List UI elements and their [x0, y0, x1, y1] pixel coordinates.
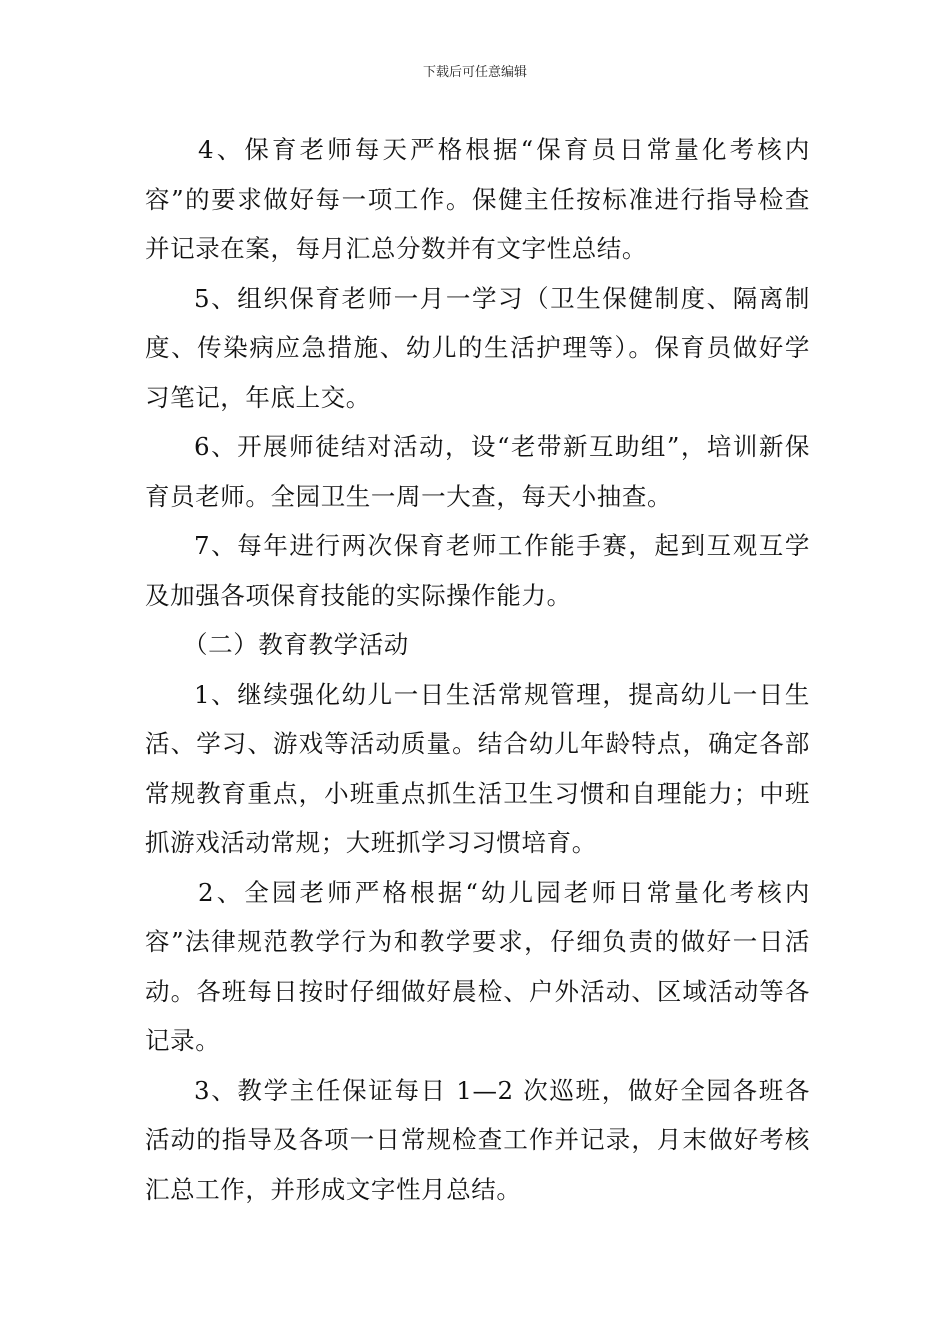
section-paragraph-3: 3、教学主任保证每日 1—2 次巡班，做好全园各班各活动的指导及各项一日常规检查工作并记录，月末做好考核汇总工作，并形成文字性月总结。: [145, 1075, 810, 1204]
document-body: [145, 125, 810, 1214]
header-note: 下载后可任意编辑: [422, 65, 527, 80]
section-paragraph-1: 1、继续强化幼儿一日生活常规管理，提高幼儿一日生活、学习、游戏等活动质量。结合幼儿年龄特点，确定各部常规教育重点，小班重点抓生活卫生习惯和自理能力；中班抓游戏活动常规；大班抓学习习惯培育。: [145, 679, 810, 857]
section-paragraph-2: 2、全园老师严格根据“幼儿园老师日常量化考核内容”法律规范教学行为和教学要求，仔细负责的做好一日活动。各班每日按时仔细做好晨检、户外活动、区域活动等各记录。: [145, 877, 810, 1055]
section-heading: （二）教育教学活动: [183, 630, 409, 659]
paragraph-item-6: 6、开展师徒结对活动，设“老带新互助组”，培训新保育员老师。全园卫生一周一大查，每天小抽查。: [145, 432, 810, 511]
paragraph-item-4: 4、保育老师每天严格根据“保育员日常量化考核内容”的要求做好每一项工作。保健主任按标准进行指导检查并记录在案，每月汇总分数并有文字性总结。: [145, 135, 810, 263]
paragraph-item-5: 5、组织保育老师一月一学习（卫生保健制度、隔离制度、传染病应急措施、幼儿的生活护理等）。保育员做好学习笔记，年底上交。: [145, 283, 810, 412]
paragraph-item-7: 7、每年进行两次保育老师工作能手赛，起到互观互学及加强各项保育技能的实际操作能力。: [145, 531, 810, 610]
